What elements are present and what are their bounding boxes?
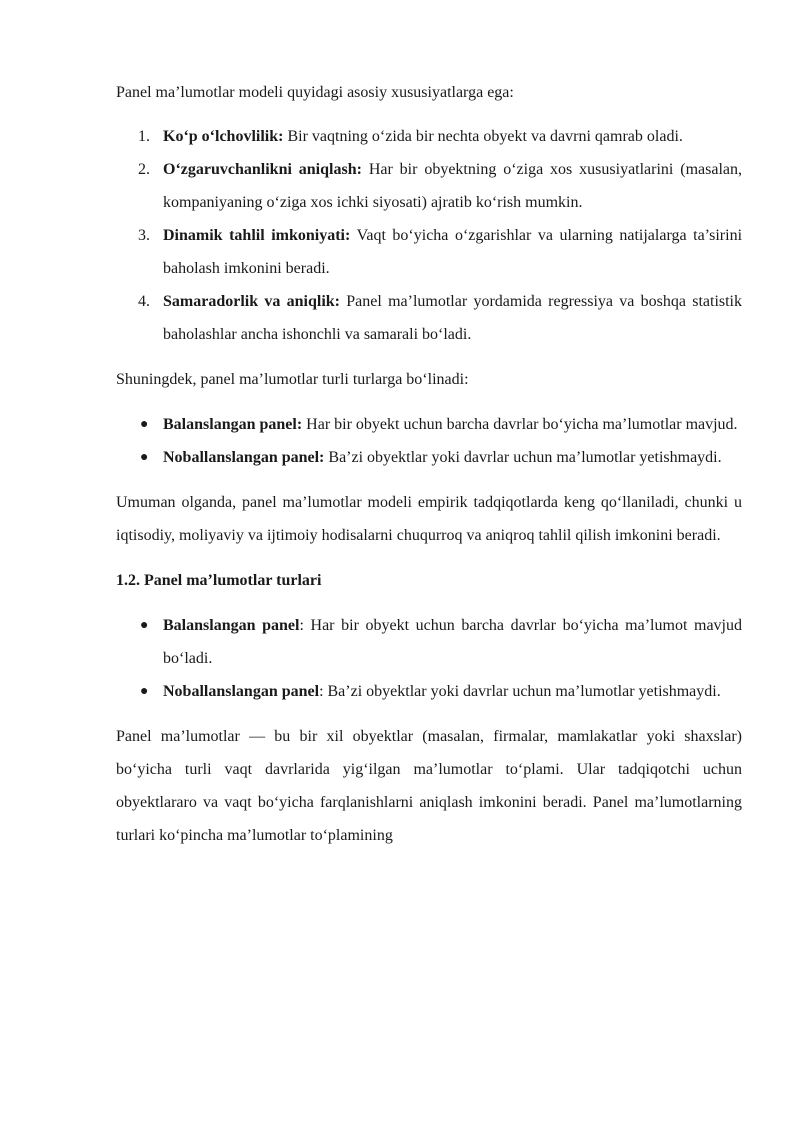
list-item-title: Noballanslangan panel: bbox=[163, 449, 325, 466]
feature-title: Ko‘p o‘lchovlilik: bbox=[163, 128, 284, 145]
list-item-title: Balanslangan panel: bbox=[163, 416, 303, 433]
feature-title: O‘zgaruvchanlikni aniqlash: bbox=[163, 161, 362, 178]
bullet-icon: ● bbox=[140, 684, 149, 699]
section-list bbox=[116, 609, 742, 708]
item-number: 3. bbox=[138, 227, 150, 244]
list-item-text: Har bir obyekt uchun barcha davrlar bo‘yicha ma’lumotlar mavjud. bbox=[302, 416, 738, 433]
feature-item bbox=[116, 285, 742, 351]
feature-text: Bir vaqtning o‘zida bir nechta obyekt va davrni qamrab oladi. bbox=[283, 128, 683, 145]
list-item-title: Balanslangan panel bbox=[163, 617, 300, 634]
summary-paragraph: Umuman olganda, panel ma’lumotlar modeli empirik tadqiqotlarda keng qo‘llaniladi, chunki u iqtisodiy, moliyaviy va ijtimoiy hodisalarni chuqurroq va aniqroq tahlil qilish imkonini beradi. bbox=[116, 494, 742, 544]
list-item-text: Ba’zi obyektlar yoki davrlar uchun ma’lumotlar yetishmaydi. bbox=[324, 449, 722, 466]
intro-paragraph: Panel ma’lumotlar modeli quyidagi asosiy xususiyatlarga ega: bbox=[116, 84, 514, 101]
feature-item bbox=[116, 153, 742, 219]
item-number: 4. bbox=[138, 293, 150, 310]
bullet-icon: ● bbox=[140, 450, 149, 465]
feature-text: Har bir obyektning o‘ziga xos xususiyatlarini (masalan, kompaniyaning o‘ziga xos ichki siyosati) ajratib ko‘rish mumkin. bbox=[163, 161, 743, 211]
types-list bbox=[116, 408, 742, 474]
feature-text: Vaqt bo‘yicha o‘zgarishlar va ularning natijalarga ta’sirini baholash imkonini beradi. bbox=[163, 227, 743, 277]
item-number: 1. bbox=[138, 128, 150, 145]
types-intro-paragraph: Shuningdek, panel ma’lumotlar turli turlarga bo‘linadi: bbox=[116, 371, 469, 388]
list-item bbox=[116, 675, 742, 708]
feature-title: Dinamik tahlil imkoniyati: bbox=[163, 227, 351, 244]
list-item bbox=[116, 408, 742, 441]
item-number: 2. bbox=[138, 161, 150, 178]
list-item-title: Noballanslangan panel bbox=[163, 683, 320, 700]
bullet-icon: ● bbox=[140, 417, 149, 432]
document-page bbox=[116, 76, 742, 852]
features-list bbox=[116, 120, 742, 351]
feature-text: Panel ma’lumotlar yordamida regressiya va boshqa statistik baholashlar ancha ishonchli va samarali bo‘ladi. bbox=[163, 293, 742, 343]
feature-item bbox=[116, 219, 742, 285]
feature-item bbox=[116, 120, 742, 153]
closing-paragraph: Panel ma’lumotlar — bu bir xil obyektlar (masalan, firmalar, mamlakatlar yoki shaxslar) bo‘yicha turli vaqt davrlarida yig‘ilgan ma’lumotlar to‘plami. Ular tadqiqotchi uchun obyektlararo va vaqt bo‘yicha farqlanishlarni aniqlash imkonini beradi. Panel ma’lumotlarning turlari ko‘pincha ma’lumotlar to‘plamining bbox=[116, 728, 742, 844]
list-item-text: : Ba’zi obyektlar yoki davrlar uchun ma’lumotlar yetishmaydi. bbox=[319, 683, 721, 700]
list-item bbox=[116, 441, 742, 474]
section-heading: 1.2. Panel ma’lumotlar turlari bbox=[116, 572, 322, 589]
list-item bbox=[116, 609, 742, 675]
bullet-icon: ● bbox=[140, 618, 149, 633]
feature-title: Samaradorlik va aniqlik: bbox=[163, 293, 341, 310]
list-item-text: : Har bir obyekt uchun barcha davrlar bo‘yicha ma’lumot mavjud bo‘ladi. bbox=[163, 617, 743, 667]
